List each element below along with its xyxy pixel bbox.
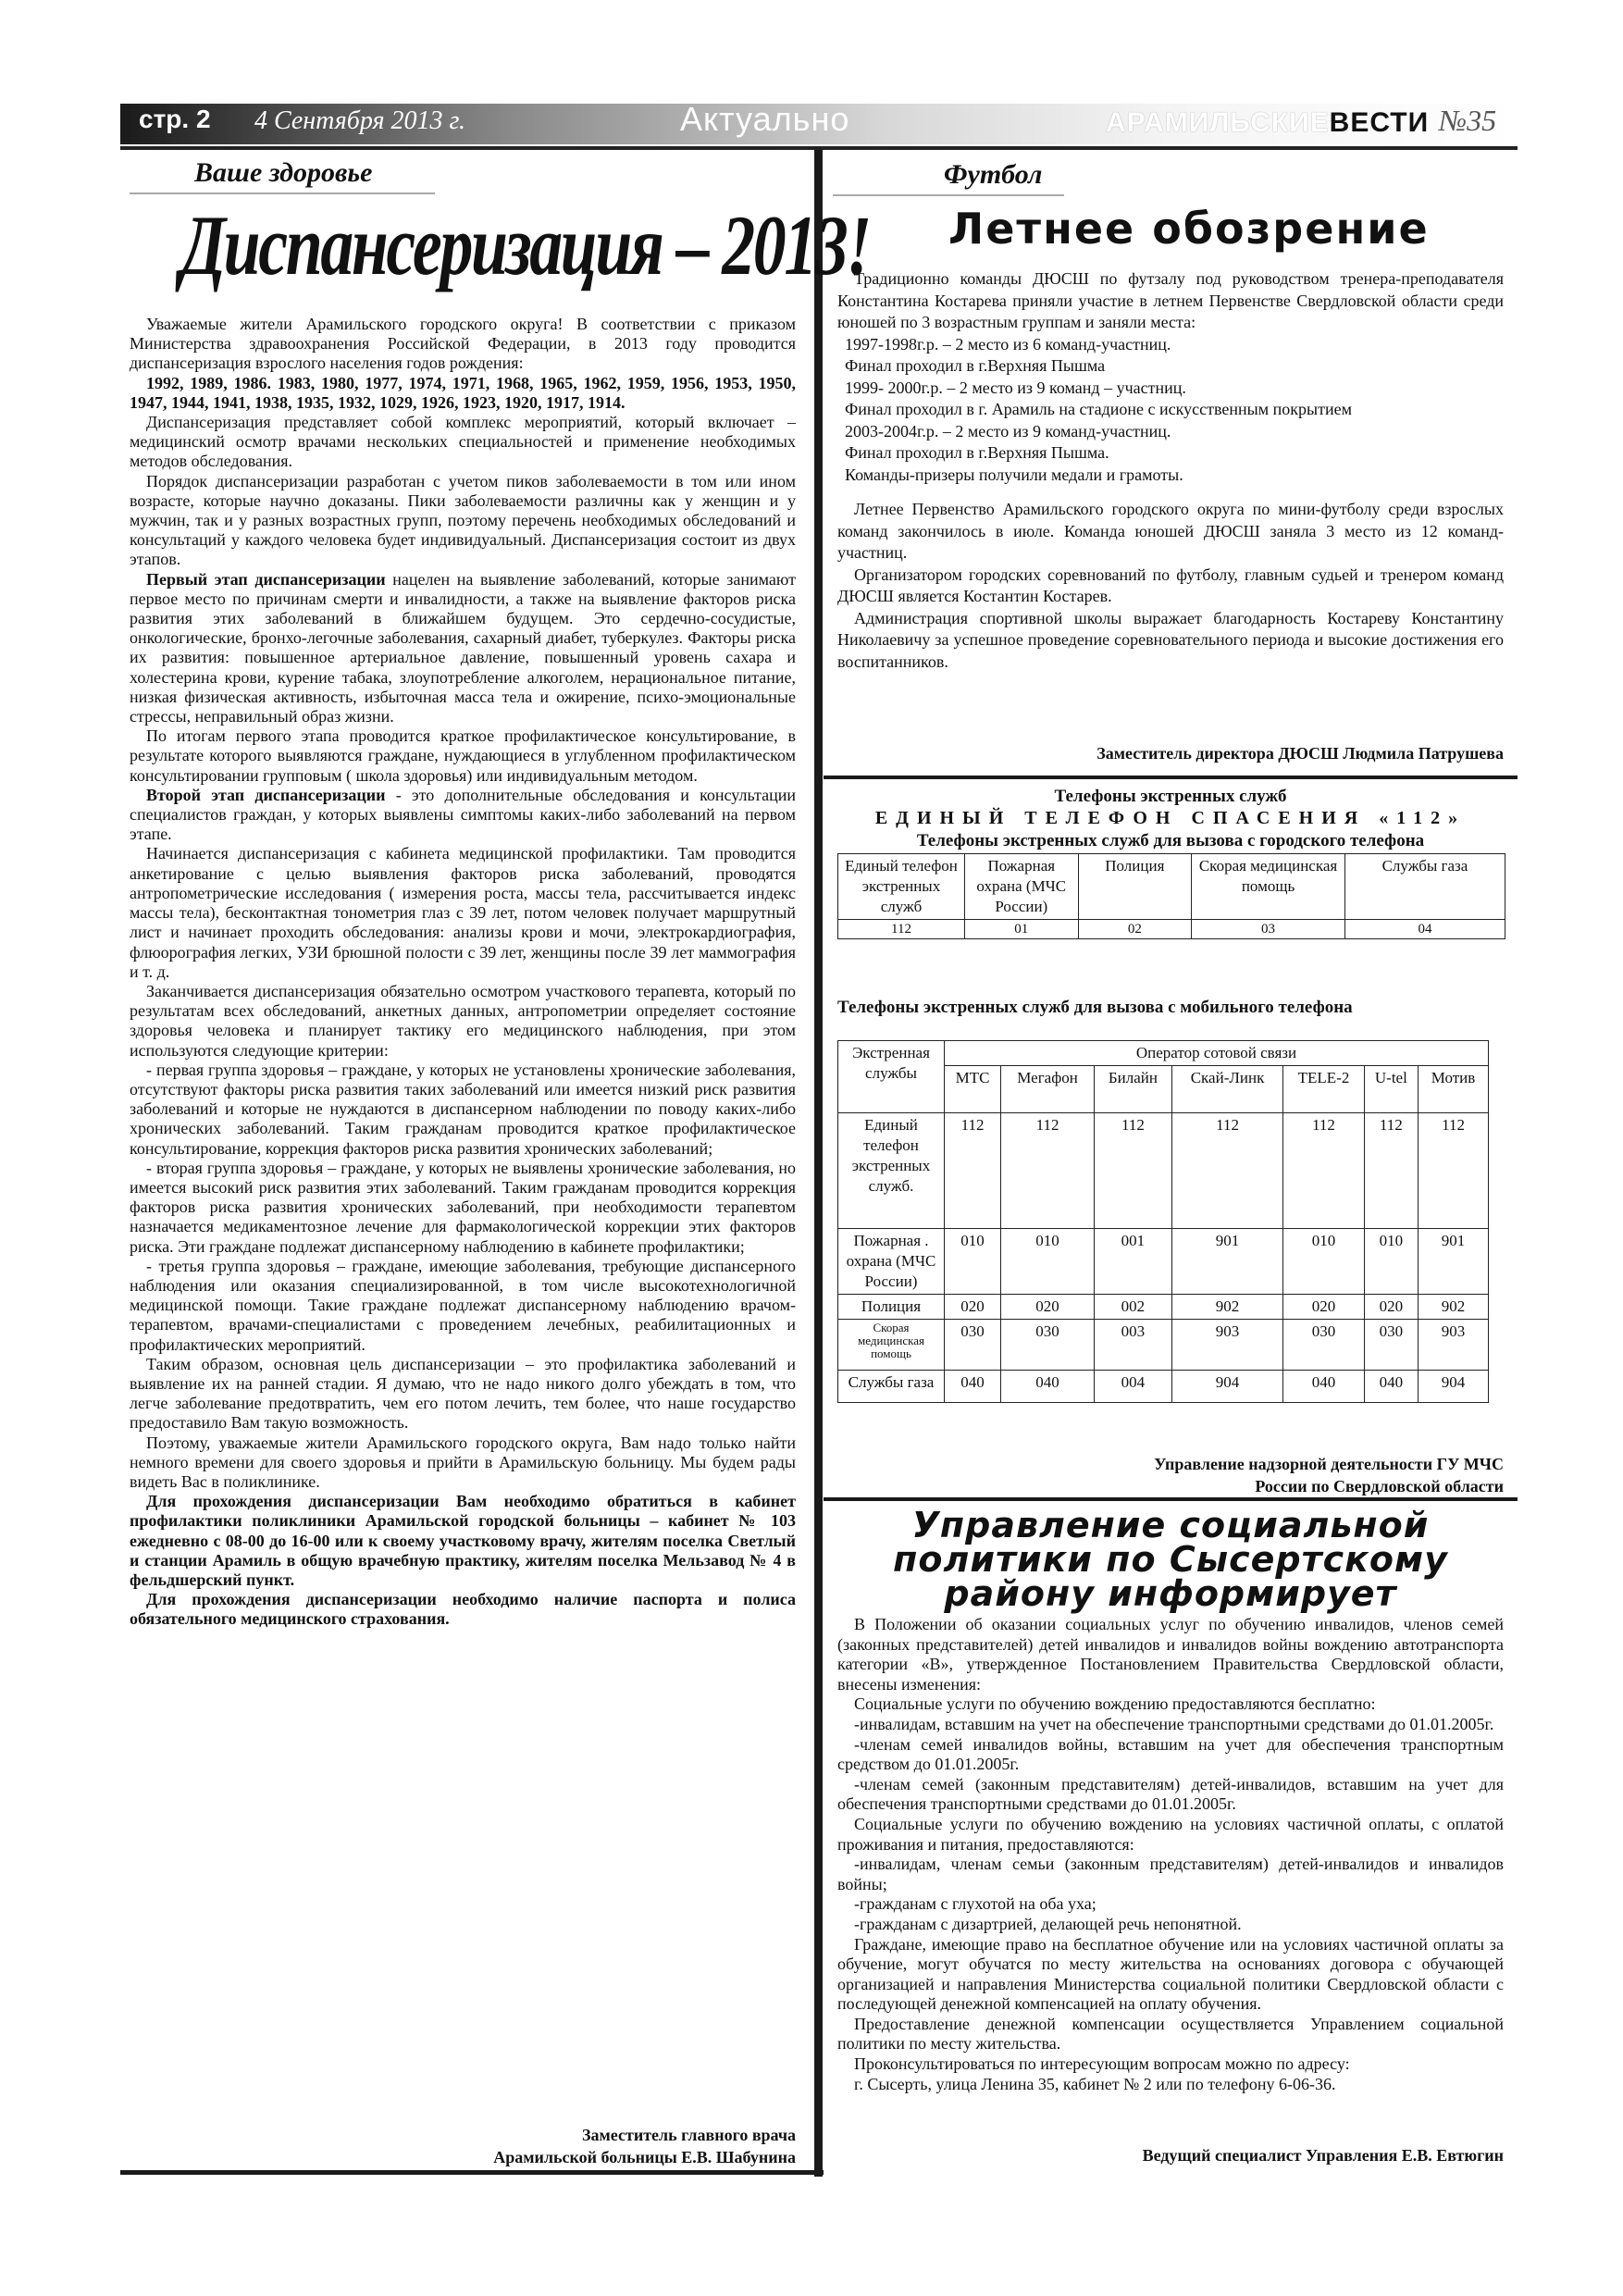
page-number: стр. 2	[139, 105, 211, 133]
rubric-underline	[833, 194, 1064, 196]
paragraph: Летнее Первенство Арамильского городского округа по мини-футболу среди взрослых команд закончилось в июле. Команда юношей ДЮСШ заняла 3 место из 12 команд-участниц.	[837, 500, 1504, 562]
table-cell: Полиция	[838, 1295, 945, 1320]
paragraph-stage1	[130, 570, 796, 727]
table-row	[838, 920, 1505, 939]
paragraph: Уважаемые жители Арамильского городского округа! В соответствии с приказом Министерства здравоохранения Российской Федерации, в 2013 году проводится диспансеризация взрослого населения годов рождения:	[130, 315, 796, 373]
table-cell: 001	[1095, 1229, 1172, 1295]
table-cell: 040	[1001, 1371, 1095, 1403]
stage1-label: Первый этап диспансеризации	[146, 569, 386, 589]
table-cell: 040	[1364, 1371, 1418, 1403]
paragraph: Социальные услуги по обучению вождению на условиях частичной оплаты, с оплатой проживания и питания, предоставляются:	[837, 1814, 1504, 1854]
emergency-112-heading: ЕДИНЫЙ ТЕЛЕФОН СПАСЕНИЯ «112»	[874, 808, 1467, 828]
table-header-cell: Скай-Линк	[1171, 1066, 1283, 1113]
result-line: 1997-1998г.р. – 2 место из 6 команд-участниц.	[845, 334, 1171, 354]
paragraph: Предоставление денежной компенсации осуществляется Управлением социальной политики по месту жительства.	[837, 2014, 1504, 2054]
table-row	[838, 1295, 1489, 1320]
table-cell: Единый телефон экстренных служб.	[838, 1113, 945, 1229]
table-header-cell: Службы газа	[1344, 854, 1505, 920]
table-header-cell: Пожарная охрана (МЧС России)	[964, 854, 1078, 920]
table-header-cell: Мегафон	[1001, 1066, 1095, 1113]
city-phones-heading: Телефоны экстренных служб для вызова с городского телефона	[916, 831, 1425, 850]
article-title-social	[837, 1505, 1504, 1614]
stage2-label: Второй этап диспансеризации	[146, 785, 386, 804]
result-line: Финал проходил в г.Верхняя Пышма.	[845, 443, 1109, 462]
table-header-cell: Билайн	[1095, 1066, 1172, 1113]
section-rule	[824, 1497, 1518, 1501]
paragraph: -инвалидам, членам семьи (законным представителям) детей-инвалидов и инвалидов войны;	[837, 1855, 1504, 1893]
title-line: району информирует	[944, 1573, 1397, 1614]
table-cell: 010	[1364, 1229, 1418, 1295]
table-cell: 030	[1283, 1320, 1364, 1371]
signature-mchs	[837, 1453, 1504, 1497]
paragraph: По итогам первого этапа проводится краткое профилактическое консультирование, в результате которого выявляются граждане, нуждающиеся в углубленном профилактическом консультировании групповым ( школа здоровья) или индивидуальным методом.	[130, 726, 796, 785]
table-cell: 010	[945, 1229, 1001, 1295]
table-header-cell: TELE-2	[1283, 1066, 1364, 1113]
section-rule	[824, 776, 1518, 779]
signature-line: Управление надзорной деятельности ГУ МЧС	[1154, 1455, 1504, 1473]
table-header-cell: Полиция	[1078, 854, 1192, 920]
table-header-cell: Оператор сотовой связи	[945, 1041, 1489, 1066]
table-header-cell: Экстренная службы	[838, 1041, 945, 1113]
table-cell: 902	[1419, 1295, 1489, 1320]
table-cell: 020	[1283, 1295, 1364, 1320]
table-cell: 902	[1171, 1295, 1283, 1320]
table-cell: 112	[1283, 1113, 1364, 1229]
paragraph: - первая группа здоровья – граждане, у которых не установлены хронические заболевания, отсутствуют факторы риска развития таких заболеваний или имеется низкий риск развития заболеваний и которые не нуждаются в диспансерном наблюдении по поводу каких-либо хронических заболеваний. Таким гражданам проводится краткое профилактическое консультирование, коррекция факторов риска развития хронических заболеваний;	[130, 1060, 796, 1158]
table-cell: 112	[1419, 1113, 1489, 1229]
table-cell: 904	[1171, 1371, 1283, 1403]
table-cell: 01	[964, 920, 1078, 939]
article-title-dispensary: Диспансеризация – 2013!	[180, 198, 871, 292]
left-bottom-rule	[120, 2170, 824, 2175]
result-line: Команды-призеры получили медали и грамоты.	[845, 465, 1183, 484]
table-row	[838, 1371, 1489, 1403]
signature-football: Заместитель директора ДЮСШ Людмила Патрушева	[1096, 744, 1504, 763]
paragraph: г. Сысерть, улица Ленина 35, кабинет № 2 или по телефону 6-06-36.	[854, 2074, 1336, 2093]
paragraph: Таким образом, основная цель диспансеризации – это профилактика заболеваний и выявление их на ранней стадии. Я думаю, что не надо никого долго убеждать в том, что легче заболевание предотвратить, чем его потом лечить, тем более, что наше государство предоставило Вам такую возможность.	[130, 1354, 796, 1433]
table-cell: 030	[945, 1320, 1001, 1371]
table-cell: 112	[945, 1113, 1001, 1229]
signature-line: Арамильской больницы Е.В. Шабунина	[493, 2148, 796, 2166]
table-cell: 002	[1095, 1295, 1172, 1320]
table-cell: 903	[1171, 1320, 1283, 1371]
table-header-cell: Мотив	[1419, 1066, 1489, 1113]
table-cell: 112	[1095, 1113, 1172, 1229]
bold-info: Для прохождения диспансеризации Вам необходимо обратиться в кабинет профилактики поликлиники Арамильской городской больницы – кабинет № 103 ежедневно с 08-00 до 16-00 или к своему участковому врачу, жителям поселка Светлый и станции Арамиль в общую врачебную практику, жителям поселка Мельзавод № 4 в фельдшерский пункт.	[130, 1492, 796, 1589]
newspaper-name-light: АРАМИЛЬСКИЕ	[1106, 107, 1330, 138]
table-header-cell: Единый телефон экстренных служб	[838, 854, 965, 920]
result-line: 1999- 2000г.р. – 2 место из 9 команд – участниц.	[845, 378, 1186, 397]
birth-years-text: 1992, 1989, 1986. 1983, 1980, 1977, 1974, 1971, 1968, 1965, 1962, 1959, 1956, 1953, 1950, 1947, 1944, 1941, 1938, 1935, 1932, 1029, 1926, 1923, 1920, 1917, 1914.	[130, 373, 796, 412]
article-body-social	[837, 1615, 1504, 2094]
paragraph: -гражданам с глухотой на оба уха;	[854, 1894, 1096, 1914]
paragraph: Диспансеризация представляет собой комплекс мероприятий, который включает – медицинский осмотр врачами нескольких специальностей и применение необходимых методов обследования.	[130, 413, 796, 471]
column-divider	[814, 150, 823, 2177]
paragraph: - вторая группа здоровья – граждане, у которых не выявлены хронические заболевания, но имеется высокий риск развития этих заболеваний. Таким гражданам проводится коррекция факторов риска развития хронических заболеваний, при необходимости терапевтом назначается медикаментозное лечение для фармакологической коррекции этих факторов риска. Эти граждане подлежат диспансерному наблюдению в кабинете профилактики;	[130, 1158, 796, 1256]
section-title: Актуально	[680, 100, 850, 138]
paragraph: В Положении об оказании социальных услуг по обучению инвалидов, членов семей (законных представителей) детей инвалидов и инвалидов войны вождению автотранспорта категории «В», утвержденное Постановлением Правительства Свердловской области, внесены изменения:	[837, 1615, 1504, 1694]
table-cell: 03	[1192, 920, 1345, 939]
stage2-text: - это дополнительные обследования и консультации специалистов граждан, у которых выявлены симптомы каких-либо заболеваний на первом этапе.	[130, 785, 796, 844]
newspaper-name	[1106, 107, 1429, 139]
table-cell: 112	[1001, 1113, 1095, 1229]
table-row	[838, 1229, 1489, 1295]
mobile-phones-table	[837, 1040, 1489, 1403]
paragraph: Поэтому, уважаемые жители Арамильского городского округа, Вам надо только найти немного времени для своего здоровья и прийти в Арамильскую больницу. Мы будем рады видеть Вас в поликлинике.	[130, 1433, 796, 1491]
signature-line: России по Свердловской области	[1255, 1477, 1504, 1496]
table-header-cell: МТС	[945, 1066, 1001, 1113]
result-line: 2003-2004г.р. – 2 место из 9 команд-участниц.	[845, 421, 1171, 441]
table-cell: 020	[945, 1295, 1001, 1320]
paragraph: Организатором городских соревнований по футболу, главным судьей и тренером команд ДЮСШ является Костантин Костарев.	[837, 565, 1504, 605]
paragraph: Проконсультироваться по интересующим вопросам можно по адресу:	[854, 2054, 1350, 2074]
table-cell: 030	[1364, 1320, 1418, 1371]
table-cell: 112	[1364, 1113, 1418, 1229]
paragraph: Заканчивается диспансеризация обязательно осмотром участкового терапевта, который по результатам всех обследований, анкетных данных, антропометрии определяет состояние здоровья человека и планирует тактику его медицинского наблюдения, при этом используются следующие критерии:	[130, 981, 796, 1060]
signature-line: Заместитель главного врача	[582, 2126, 796, 2144]
table-row	[838, 1113, 1489, 1229]
health-rubric: Ваше здоровье	[194, 157, 373, 188]
title-line: Управление социальной	[911, 1505, 1430, 1545]
table-cell: 030	[1001, 1320, 1095, 1371]
paragraph: Граждане, имеющие право на бесплатное обучение или на условиях частичной оплаты за обучение, могут обучатся по месту жительства на основаниях договора с обучающей организацией и направления Министерства социальной политики Свердловской области с последующей денежной компенсацией на оплату обучения.	[837, 1934, 1504, 2014]
paragraph: -членам семей (законным представителям) детей-инвалидов, вставшим на учет для обеспечения транспортными средствами до 01.01.2005г.	[837, 1774, 1504, 1814]
issue-date: 4 Сентября 2013 г.	[254, 106, 466, 135]
article-body-football	[837, 268, 1504, 673]
table-cell: Пожарная . охрана (МЧС России)	[838, 1229, 945, 1295]
table-cell: 901	[1419, 1229, 1489, 1295]
table-cell: 010	[1001, 1229, 1095, 1295]
emergency-heading: Телефоны экстренных служб	[1054, 787, 1287, 806]
table-cell: Скорая медицинская помощь	[838, 1320, 945, 1371]
table-cell: 112	[1171, 1113, 1283, 1229]
table-row	[838, 1320, 1489, 1371]
table-row	[838, 1041, 1489, 1066]
rubric-underline	[130, 192, 435, 194]
table-cell: 903	[1419, 1320, 1489, 1371]
table-cell: 020	[1001, 1295, 1095, 1320]
article-title-football: Летнее обозрение	[948, 204, 1430, 254]
table-header-cell: Скорая медицинская помощь	[1192, 854, 1345, 920]
stage1-text: нацелен на выявление заболеваний, которые занимают первое место по причинам смерти и инвалидности, а также на выявление факторов риска развития этих заболеваний в ближайшем будущем. Это сердечно-сосудистые, онкологические, бронхо-легочные заболевания, сахарный диабет, туберкулез. Факторы риска их развития: повышенное артериальное давление, повышенный уровень сахара и холестерина крови, курение табака, злоупотребление алкоголем, нерациональное питание, низкая физическая активность, избыточная масса тела и ожирение, психо-эмоциональные стрессы, неправильный образ жизни.	[130, 569, 796, 726]
paragraph: -членам семей инвалидов войны, вставшим на учет для обеспечения транспортным средством до 01.01.2005г.	[837, 1734, 1504, 1774]
table-cell: 112	[838, 920, 965, 939]
paragraph: Социальные услуги по обучению вождению предоставляются бесплатно:	[854, 1694, 1376, 1714]
signature-social: Ведущий специалист Управления Е.В. Евтюгин	[1142, 2146, 1504, 2165]
paragraph: -инвалидам, вставшим на учет на обеспечение транспортными средствами до 01.01.2005г.	[854, 1714, 1494, 1733]
result-line: Финал проходил в г.Верхняя Пышма	[845, 356, 1106, 375]
table-cell: Службы газа	[838, 1371, 945, 1403]
bold-docs: Для прохождения диспансеризации необходимо наличие паспорта и полиса обязательного медицинского страхования.	[130, 1590, 796, 1629]
table-cell: 020	[1364, 1295, 1418, 1320]
table-cell: 904	[1419, 1371, 1489, 1403]
paragraph: Администрация спортивной школы выражает благодарность Костареву Константину Николаевичу за успешное проведение соревновательного периода и высокие достижения его воспитанников.	[837, 608, 1504, 671]
mobile-phones-heading: Телефоны экстренных служб для вызова с мобильного телефона	[837, 998, 1353, 1017]
table-cell: 003	[1095, 1320, 1172, 1371]
issue-number: №35	[1439, 104, 1497, 137]
result-line: Финал проходил в г. Арамиль на стадионе с искусственным покрытием	[845, 400, 1352, 418]
table-row	[838, 854, 1505, 920]
birth-years	[130, 374, 796, 413]
signature-dispensary	[370, 2124, 796, 2168]
title-line: политики по Сысертскому	[893, 1539, 1448, 1580]
table-cell: 901	[1171, 1229, 1283, 1295]
table-cell: 010	[1283, 1229, 1364, 1295]
table-cell: 04	[1344, 920, 1505, 939]
newspaper-name-bold: ВЕСТИ	[1329, 107, 1430, 138]
paragraph: -гражданам с дизартрией, делающей речь непонятной.	[854, 1914, 1242, 1933]
table-cell: 040	[1283, 1371, 1364, 1403]
table-header-cell: U-tel	[1364, 1066, 1418, 1113]
article-body-dispensary	[130, 315, 796, 1630]
table-cell: 040	[945, 1371, 1001, 1403]
table-cell: 004	[1095, 1371, 1172, 1403]
city-phones-table	[837, 853, 1505, 939]
paragraph-stage2	[130, 786, 796, 845]
paragraph: Порядок диспансеризации разработан с учетом пиков заболеваемости в том или ином возрасте, которые научно доказаны. Пики заболеваемости различны как у женщин и у мужчин, так и у разных возрастных групп, поэтому перечень необходимых обследований и консультаций у каждого человека будет индивидуальный. Диспансеризация состоит из двух этапов.	[130, 471, 796, 569]
football-rubric: Футбол	[944, 159, 1043, 190]
paragraph: - третья группа здоровья – граждане, имеющие заболевания, требующие диспансерного наблюдения или оказания специализированной, в том числе высокотехнологичной медицинской помощи. Такие граждане подлежат диспансерному наблюдению врачом-терапевтом, врачами-специалистами с проведением лечебных, реабилитационных и профилактических мероприятий.	[130, 1256, 796, 1354]
paragraph: Традиционно команды ДЮСШ по футзалу под руководством тренера-преподавателя Константина Костарева приняли участие в летнем Первенстве Свердловской области среди юношей по 3 возрастным группам и заняли места:	[837, 269, 1504, 331]
table-cell: 02	[1078, 920, 1192, 939]
paragraph: Начинается диспансеризация с кабинета медицинской профилактики. Там проводится анкетирование с целью выявления факторов риска заболеваний, проводятся антропометрические исследования ( измерения роста, массы тела, рассчитывается индекс массы тела), бесконтактная тонометрия глаз с 39 лет, потом человек получает маршрутный лист и начинает проходить обследования: анализы крови и мочи, электрокардиография, флюорография легких, УЗИ брюшной полости с 39 лет, женщины после 39 лет маммография и т. д.	[130, 844, 796, 981]
